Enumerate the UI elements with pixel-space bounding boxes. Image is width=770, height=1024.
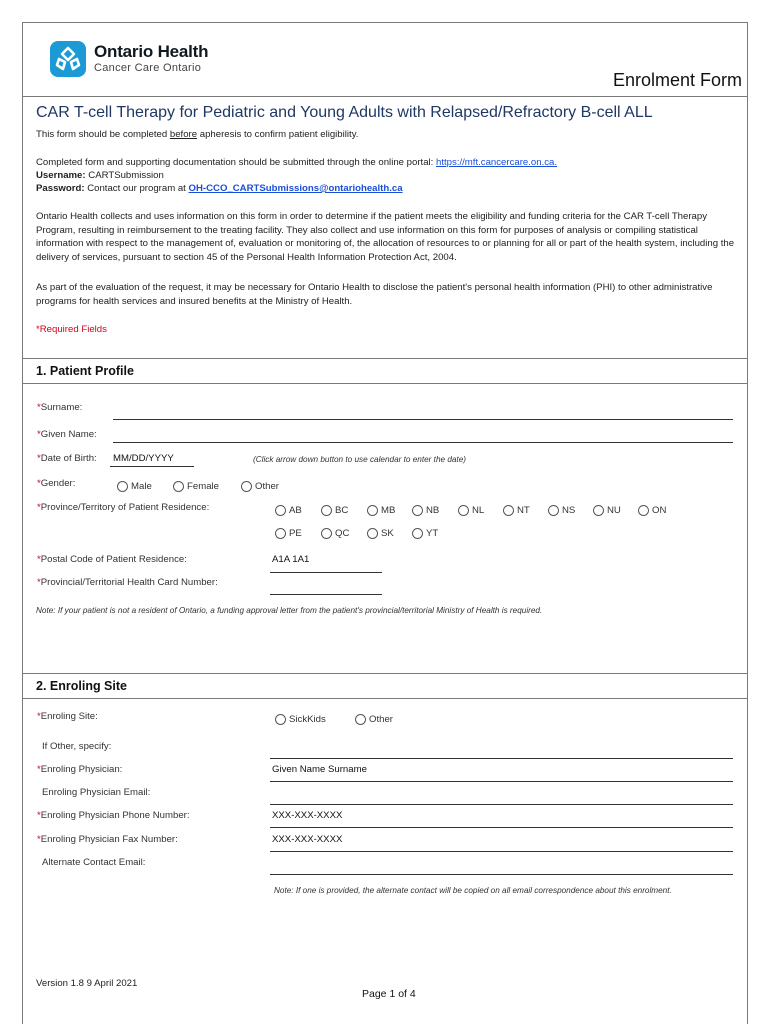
section-patient-profile-heading: 1. Patient Profile: [36, 364, 134, 378]
version-label: Version 1.8 9 April 2021: [36, 978, 138, 989]
intro-line: This form should be completed before apheresis to confirm patient eligibility.: [36, 129, 359, 140]
alt-email-input[interactable]: [270, 874, 733, 875]
province-radio-mb[interactable]: MB: [367, 505, 395, 516]
password-line: Password: Contact our program at OH-CCO_CARTSubmissions@ontariohealth.ca: [36, 183, 403, 194]
physician-input[interactable]: Given Name Surname: [272, 764, 367, 775]
radio-circle[interactable]: [241, 481, 252, 492]
other-site-input[interactable]: [270, 758, 733, 759]
physician-email-label: Enroling Physician Email:: [42, 787, 151, 798]
portal-link[interactable]: https://mft.cancercare.on.ca.: [436, 157, 558, 168]
residency-note: Note: If your patient is not a resident of Ontario, a funding approval letter from the patient's provincial/territorial Ministry of Health is required.: [36, 606, 543, 615]
province-radio-nt[interactable]: NT: [503, 505, 530, 516]
ontario-trillium-icon: [50, 41, 86, 77]
fax-label: *Enroling Physician Fax Number:: [37, 834, 178, 845]
dob-input[interactable]: MM/DD/YYYY: [113, 453, 174, 464]
phone-underline: [270, 827, 733, 828]
province-radio-bc[interactable]: BC: [321, 505, 348, 516]
form-title: Enrolment Form: [612, 70, 742, 90]
privacy-paragraph-1: Ontario Health collects and uses information on this form in order to determine if the patient meets the eligibility and funding criteria for the CAR T-cell Therapy Program, resulting in reimbursement to the treating facility. They also collect and use information on this form for purposes of analysis or compiling statistical information with respect to the management of, evaluation or monitoring of, the allocation of resources to or planning for all or part of the health system, including the delivery of services, pursuant to section 45 of the Personal Health Information Protection Act, 2004.: [36, 211, 735, 263]
fax-underline: [270, 851, 733, 852]
header-divider: [22, 96, 748, 97]
surname-label: *Surname:: [37, 402, 83, 413]
dob-hint: (Click arrow down button to use calendar to enter the date): [253, 455, 466, 464]
privacy-paragraph-2: As part of the evaluation of the request, it may be necessary for Ontario Health to disclose the patient's personal health information (PHI) to other administrative programs for health services and insured benefits at the Ministry of Health.: [36, 282, 713, 307]
province-radio-nu[interactable]: NU: [593, 505, 621, 516]
physician-label: *Enroling Physician:: [37, 764, 123, 775]
site-radio-other[interactable]: Other: [355, 714, 393, 725]
site-radio-sickkids[interactable]: SickKids: [275, 714, 326, 725]
alt-email-label: Alternate Contact Email:: [42, 857, 146, 868]
given-name-input[interactable]: [113, 442, 733, 443]
postal-code-input[interactable]: A1A 1A1: [272, 554, 310, 565]
physician-underline: [270, 781, 733, 782]
section-divider-top-1: [22, 358, 748, 359]
section-divider-top-2: [22, 673, 748, 674]
dob-label: *Date of Birth:: [37, 453, 97, 464]
given-name-label: *Given Name:: [37, 429, 97, 440]
physician-email-input[interactable]: [270, 804, 733, 805]
page-number: Page 1 of 4: [362, 988, 416, 1000]
province-radio-nl[interactable]: NL: [458, 505, 484, 516]
health-card-label: *Provincial/Territorial Health Card Number:: [37, 577, 218, 588]
phone-label: *Enroling Physician Phone Number:: [37, 810, 190, 821]
province-radio-ab[interactable]: AB: [275, 505, 302, 516]
section-enroling-site-heading: 2. Enroling Site: [36, 679, 127, 693]
gender-radio-other[interactable]: Other: [241, 481, 279, 492]
province-label: *Province/Territory of Patient Residence:: [37, 502, 210, 513]
phone-input[interactable]: XXX-XXX-XXXX: [272, 810, 343, 821]
radio-circle[interactable]: [173, 481, 184, 492]
province-radio-qc[interactable]: QC: [321, 528, 349, 539]
fax-input[interactable]: XXX-XXX-XXXX: [272, 834, 343, 845]
province-radio-ns[interactable]: NS: [548, 505, 575, 516]
brand-title: Ontario Health: [94, 42, 209, 61]
surname-input[interactable]: [113, 419, 733, 420]
gender-label: *Gender:: [37, 478, 76, 489]
enroling-site-label: *Enroling Site:: [37, 711, 98, 722]
radio-circle[interactable]: [117, 481, 128, 492]
required-fields-note: *Required Fields: [36, 324, 107, 335]
portal-line: Completed form and supporting documentation should be submitted through the online portal: https://mft.cancercare.on.ca.: [36, 157, 558, 168]
health-card-input[interactable]: [270, 594, 382, 595]
postal-code-underline: [270, 572, 382, 573]
province-radio-pe[interactable]: PE: [275, 528, 302, 539]
page-title: CAR T-cell Therapy for Pediatric and Young Adults with Relapsed/Refractory B-cell ALL: [36, 104, 653, 121]
dob-underline: [110, 466, 194, 467]
username-line: Username: CARTSubmission: [36, 170, 164, 181]
postal-code-label: *Postal Code of Patient Residence:: [37, 554, 187, 565]
province-radio-on[interactable]: ON: [638, 505, 666, 516]
province-radio-yt[interactable]: YT: [412, 528, 438, 539]
gender-radio-male[interactable]: Male: [117, 481, 152, 492]
brand-subtitle: Cancer Care Ontario: [94, 62, 202, 74]
submissions-email-link[interactable]: OH-CCO_CARTSubmissions@ontariohealth.ca: [188, 183, 403, 194]
section-divider-bottom-1: [22, 383, 748, 384]
alt-contact-note: Note: If one is provided, the alternate contact will be copied on all email correspondence about this enrolment.: [274, 886, 672, 895]
gender-radio-female[interactable]: Female: [173, 481, 219, 492]
before-emphasis: before: [169, 129, 198, 140]
province-radio-sk[interactable]: SK: [367, 528, 394, 539]
section-divider-bottom-2: [22, 698, 748, 699]
province-radio-nb[interactable]: NB: [412, 505, 439, 516]
other-site-label: If Other, specify:: [42, 741, 112, 752]
